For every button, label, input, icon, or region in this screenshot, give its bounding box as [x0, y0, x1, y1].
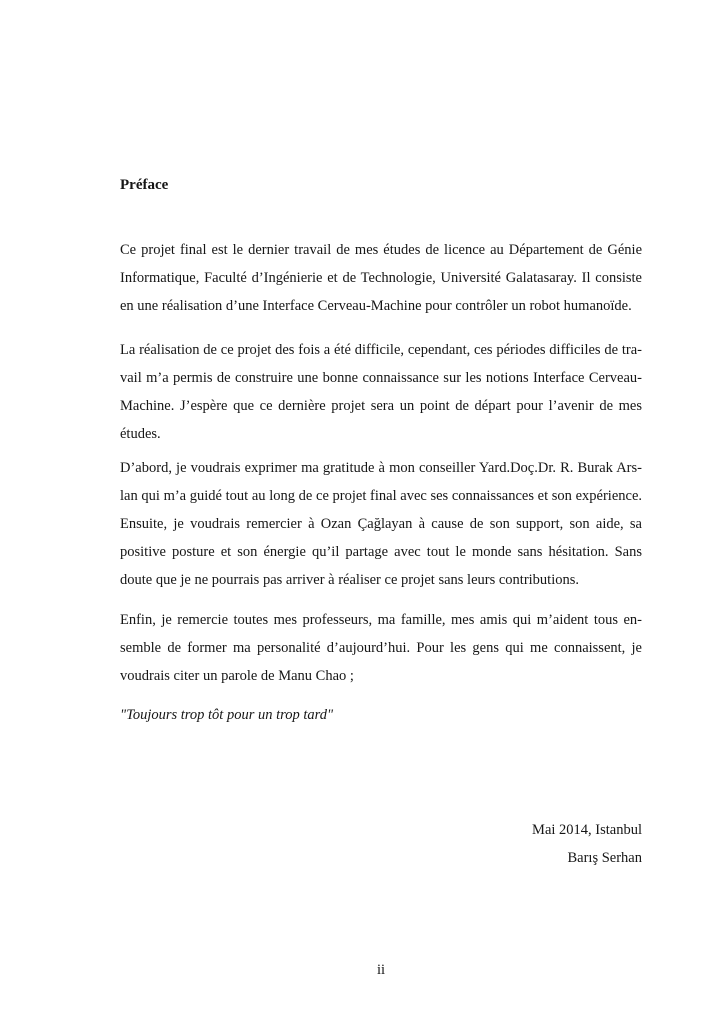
preface-title: Préface	[120, 177, 169, 193]
signature-date-place: Mai 2014, Istanbul	[532, 822, 642, 838]
paragraph-1	[120, 236, 642, 320]
paragraph-3-line-4: positive posture et son énergie qu’il partage avec tout le monde sans hésitation. Sans	[120, 544, 642, 560]
paragraph-1-line-2: Informatique, Faculté d’Ingénierie et de Technologie, Université Galatasaray. Il consiste	[120, 270, 642, 286]
paragraph-2-line-2: vail m’a permis de construire une bonne connaissance sur les notions Interface Cerveau-	[120, 370, 642, 386]
page-number: ii	[376, 962, 386, 978]
paragraph-2-line-4: études.	[120, 426, 161, 442]
paragraph-2-line-3: Machine. J’espère que ce dernière projet sera un point de départ pour l’avenir de mes	[120, 398, 642, 414]
paragraph-4-line-3: voudrais citer un parole de Manu Chao ;	[120, 668, 354, 684]
paragraph-2	[120, 336, 642, 448]
paragraph-4	[120, 606, 642, 690]
signature	[120, 816, 642, 872]
paragraph-4-line-2: semble de former ma personalité d’aujourd’hui. Pour les gens qui me connaissent, je	[120, 640, 642, 656]
paragraph-3-line-1: D’abord, je voudrais exprimer ma gratitude à mon conseiller Yard.Doç.Dr. R. Burak Ars-	[120, 460, 642, 476]
paragraph-4-line-1: Enfin, je remercie toutes mes professeurs, ma famille, mes amis qui m’aident tous en-	[120, 612, 642, 628]
signature-author: Barış Serhan	[567, 850, 642, 866]
paragraph-3	[120, 454, 642, 594]
paragraph-1-line-3: en une réalisation d’une Interface Cerveau-Machine pour contrôler un robot humanoïde.	[120, 298, 632, 314]
paragraph-3-line-2: lan qui m’a guidé tout au long de ce projet final avec ses connaissances et son expérience.	[120, 488, 642, 504]
paragraph-2-line-1: La réalisation de ce projet des fois a été difficile, cependant, ces périodes difficiles de tra-	[120, 342, 642, 358]
paragraph-3-line-5: doute que je ne pourrais pas arriver à réaliser ce projet sans leurs contributions.	[120, 572, 580, 588]
paragraph-3-line-3: Ensuite, je voudrais remercier à Ozan Çağlayan à cause de son support, son aide, sa	[120, 516, 642, 532]
paragraph-1-line-1: Ce projet final est le dernier travail de mes études de licence au Département de Génie	[120, 242, 642, 258]
quote: "Toujours trop tôt pour un trop tard"	[120, 707, 334, 723]
